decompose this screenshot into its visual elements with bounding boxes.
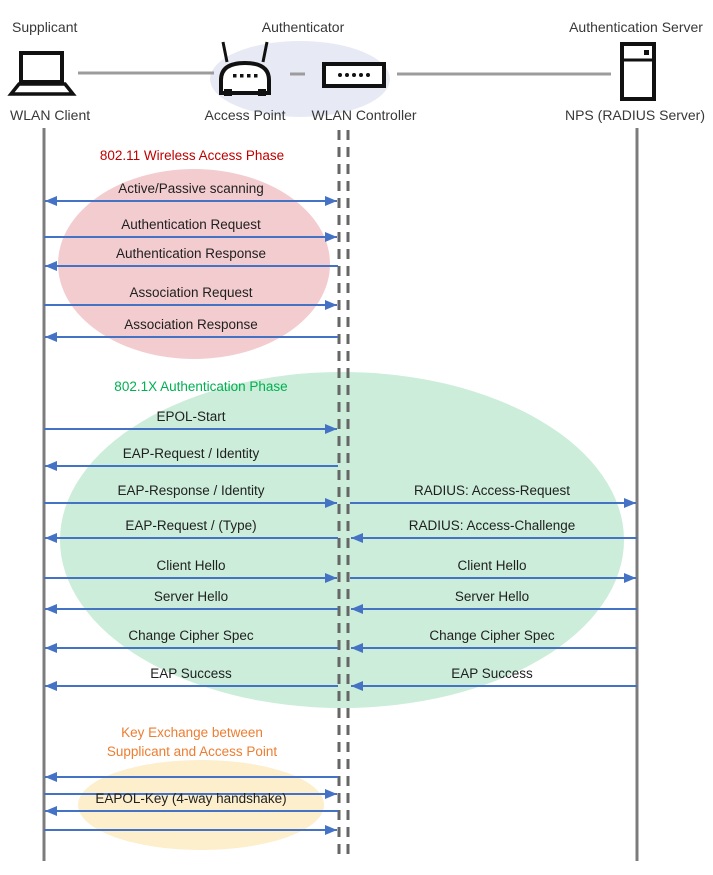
message-label: Server Hello: [454, 589, 530, 604]
message-label: EAP-Request / (Type): [125, 518, 257, 533]
message-label: EPOL-Start: [156, 409, 226, 424]
message-label: Client Hello: [457, 558, 527, 573]
wlan-controller-icon: [324, 64, 384, 86]
role-label-supplicant: Supplicant: [12, 19, 78, 35]
message-label: Change Cipher Spec: [128, 628, 254, 643]
access-point-icon: [221, 42, 269, 96]
message-label: Change Cipher Spec: [429, 628, 555, 643]
message-label: EAP-Request / Identity: [122, 446, 260, 461]
message-label: Authentication Request: [121, 217, 261, 232]
phase3-title-line2: Supplicant and Access Point: [106, 744, 278, 759]
message-label: Authentication Response: [115, 246, 267, 261]
message-label: Server Hello: [153, 589, 229, 604]
phase3-title: [107, 723, 277, 761]
message-label: RADIUS: Access-Request: [413, 483, 571, 498]
laptop-icon: [11, 53, 73, 94]
message-label: Active/Passive scanning: [118, 181, 264, 196]
message-label: RADIUS: Access-Challenge: [408, 518, 576, 533]
role-label-authenticator: Authenticator: [261, 19, 345, 35]
message-label: Association Response: [124, 317, 258, 332]
phase3-title-line1: Key Exchange between: [121, 725, 263, 740]
message-label: EAP-Response / Identity: [117, 483, 265, 498]
device-label-wlan-client: WLAN Client: [10, 107, 91, 123]
message-label: EAP Success: [150, 666, 232, 681]
message-label: EAPOL-Key (4-way handshake): [95, 791, 287, 806]
device-label-wlan-controller: WLAN Controller: [311, 107, 417, 123]
device-label-nps-radius-server: NPS (RADIUS Server): [564, 107, 706, 123]
server-icon: [622, 44, 654, 99]
phase2-title: 802.1X Authentication Phase: [114, 379, 288, 394]
message-label: Client Hello: [156, 558, 226, 573]
phase1-title: 802.11 Wireless Access Phase: [99, 148, 285, 163]
device-label-access-point: Access Point: [204, 107, 286, 123]
message-label: Association Request: [129, 285, 253, 300]
role-label-authentication-server: Authentication Server: [569, 19, 703, 35]
message-label: EAP Success: [451, 666, 533, 681]
